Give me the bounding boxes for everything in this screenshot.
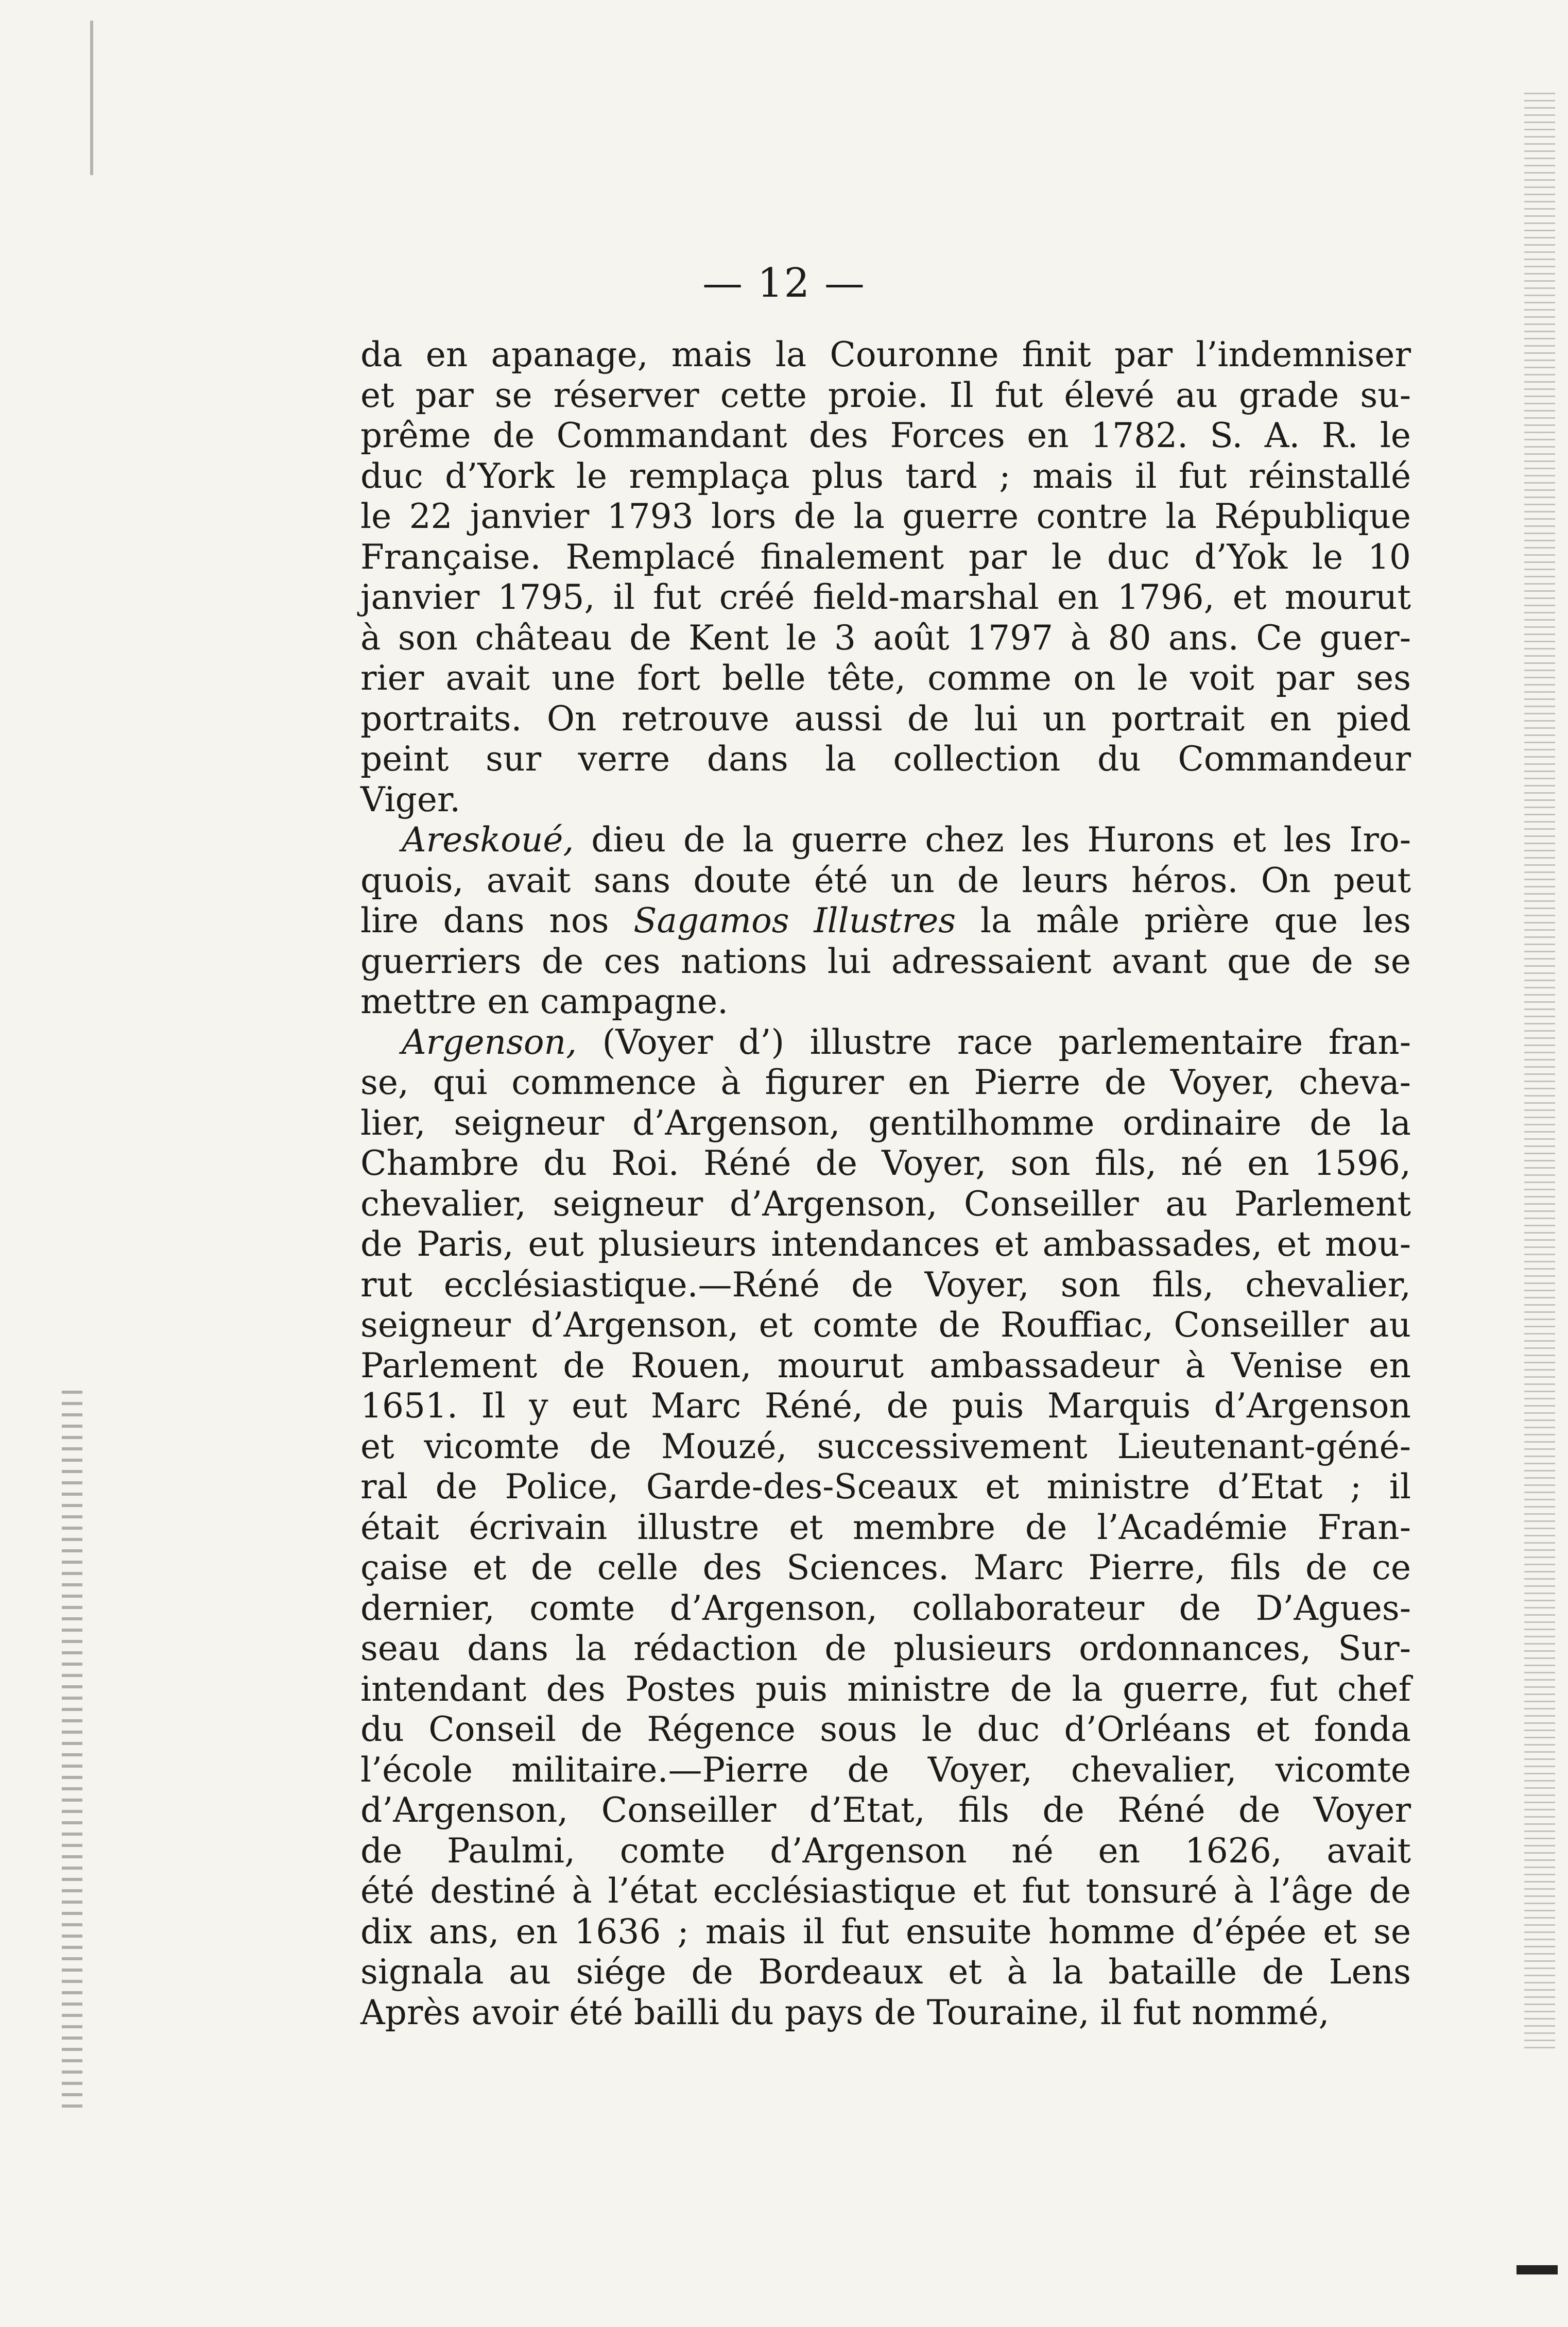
paragraph-argenson <box>360 1022 1411 2033</box>
text-line: dix ans, en 1636 ; mais il fut ensuite homme d’épée et se <box>360 1911 1411 1952</box>
text-line: mettre en campagne. <box>360 982 729 1021</box>
text-line: Chambre du Roi. Réné de Voyer, son fils, né en 1596, <box>360 1143 1411 1183</box>
text-line: chevalier, seigneur d’Argenson, Conseiller au Parlement <box>360 1184 1411 1224</box>
text-line: Française. Remplacé finalement par le duc d’Yok le 10 <box>360 537 1411 577</box>
text-line: de Paris, eut plusieurs intendances et ambassades, et mou- <box>360 1224 1411 1264</box>
text-line: ral de Police, Garde-des-Sceaux et ministre d’Etat ; il <box>360 1467 1411 1507</box>
book-title: Sagamos Illustres <box>633 901 956 940</box>
paragraph-continuation <box>360 335 1411 820</box>
text-line: rut ecclésiastique.—Réné de Voyer, son fils, chevalier, <box>360 1264 1411 1305</box>
text-line: était écrivain illustre et membre de l’Académie Fran- <box>360 1507 1411 1547</box>
text-line: se, qui commence à figurer en Pierre de Voyer, cheva- <box>360 1063 1411 1102</box>
text-line: seigneur d’Argenson, et comte de Rouffiac, Conseiller au <box>360 1305 1411 1345</box>
scan-artifact-left-edge <box>62 1391 82 2112</box>
text-line: da en apanage, mais la Couronne finit par l’indemniser <box>360 335 1411 374</box>
text-line: dernier, comte d’Argenson, collaborateur de D’Agues- <box>360 1588 1411 1628</box>
text-segment: (Voyer d’) illustre race parlementaire fran- <box>577 1022 1411 1062</box>
text-line: janvier 1795, il fut créé field-marshal en 1796, et mourut <box>360 577 1411 617</box>
entry-heading: Areskoué, <box>402 820 574 860</box>
text-line <box>360 1022 1411 1063</box>
text-line: peint sur verre dans la collection du Commandeur <box>360 739 1411 779</box>
text-line: à son château de Kent le 3 août 1797 à 80 ans. Ce guer- <box>360 618 1411 658</box>
text-segment: la mâle prière que les <box>956 901 1411 940</box>
text-line: l’école militaire.—Pierre de Voyer, chevalier, vicomte <box>360 1750 1411 1790</box>
text-line: du Conseil de Régence sous le duc d’Orléans et fonda <box>360 1709 1411 1749</box>
scan-artifact-right-edge <box>1524 93 1555 2050</box>
text-segment: dieu de la guerre chez les Hurons et les Iro- <box>574 820 1411 860</box>
text-line: intendant des Postes puis ministre de la guerre, fut chef <box>360 1669 1411 1709</box>
text-line: et vicomte de Mouzé, successivement Lieutenant-géné- <box>360 1426 1411 1466</box>
scan-artifact-top-left <box>90 21 93 175</box>
text-line: le 22 janvier 1793 lors de la guerre contre la République <box>360 497 1411 536</box>
text-line: et par se réserver cette proie. Il fut élevé au grade su- <box>360 375 1411 415</box>
scan-artifact-corner-mark <box>1517 2265 1558 2274</box>
text-line: lier, seigneur d’Argenson, gentilhomme ordinaire de la <box>360 1103 1411 1143</box>
text-line <box>360 901 1411 942</box>
text-line: Viger. <box>360 779 461 819</box>
text-line: été destiné à l’état ecclésiastique et fut tonsuré à l’âge de <box>360 1871 1411 1911</box>
page-number: — 12 — <box>702 260 866 306</box>
text-line: prême de Commandant des Forces en 1782. S. A. R. le <box>360 416 1411 455</box>
paragraph-areskoue <box>360 820 1411 1022</box>
text-line: quois, avait sans doute été un de leurs héros. On peut <box>360 860 1411 900</box>
text-line: çaise et de celle des Sciences. Marc Pierre, fils de ce <box>360 1548 1411 1587</box>
text-line: d’Argenson, Conseiller d’Etat, fils de Réné de Voyer <box>360 1790 1411 1830</box>
entry-heading: Argenson, <box>402 1022 577 1062</box>
text-segment: lire dans nos <box>360 901 634 940</box>
text-line: portraits. On retrouve aussi de lui un portrait en pied <box>360 698 1411 739</box>
text-line: de Paulmi, comte d’Argenson né en 1626, avait <box>360 1830 1411 1871</box>
text-line: 1651. Il y eut Marc Réné, de puis Marquis d’Argenson <box>360 1386 1411 1426</box>
text-line: guerriers de ces nations lui adressaient avant que de se <box>360 941 1411 981</box>
text-line: Parlement de Rouen, mourut ambassadeur à Venise en <box>360 1345 1411 1385</box>
text-line <box>360 820 1411 861</box>
text-line: seau dans la rédaction de plusieurs ordonnances, Sur- <box>360 1629 1411 1668</box>
text-line: duc d’York le remplaça plus tard ; mais il fut réinstallé <box>360 456 1411 496</box>
text-line: Après avoir été bailli du pays de Touraine, il fut nommé, <box>360 1992 1330 2032</box>
text-line: rier avait une fort belle tête, comme on le voit par ses <box>360 658 1411 698</box>
text-line: signala au siége de Bordeaux et à la bataille de Lens <box>360 1952 1411 1992</box>
body-text <box>360 335 1411 2033</box>
